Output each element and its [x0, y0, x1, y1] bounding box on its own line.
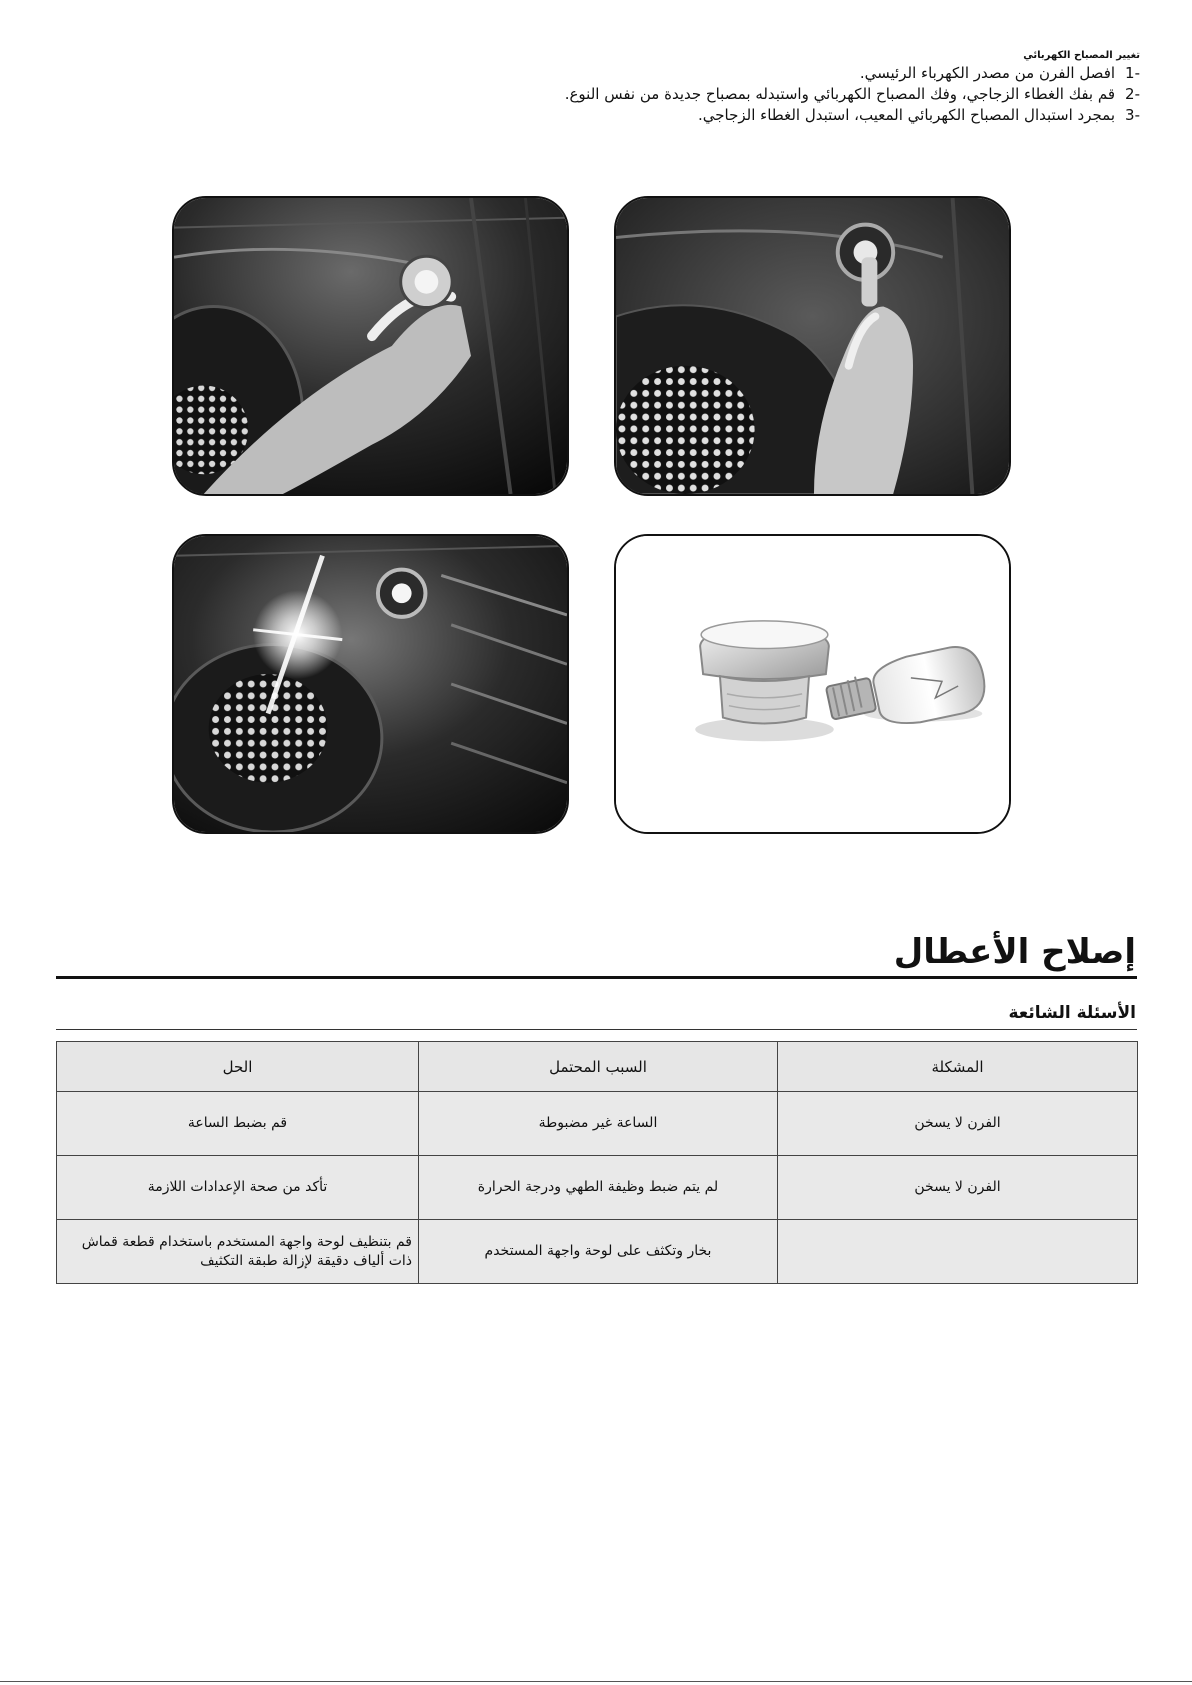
- bulb-replacement-instructions: [520, 50, 1140, 126]
- instruction-step: [520, 63, 1140, 84]
- header-solution: الحل: [57, 1042, 419, 1092]
- cell-solution: قم بتنظيف لوحة واجهة المستخدم باستخدام قطعة قماش ذات ألياف دقيقة لإزالة طبقة التكثيف: [57, 1220, 419, 1284]
- section-divider: [56, 976, 1137, 979]
- step-number: -1: [1125, 64, 1140, 82]
- step-number: -3: [1125, 106, 1140, 124]
- step-text: بمجرد استبدال المصباح الكهربائي المعيب، استبدل الغطاء الزجاجي.: [698, 106, 1116, 124]
- cell-problem: الفرن لا يسخن: [778, 1156, 1138, 1220]
- photo-lamp-lit: [172, 534, 569, 834]
- step-text: افصل الفرن من مصدر الكهرباء الرئيسي.: [859, 64, 1116, 82]
- table-header-row: [57, 1042, 1138, 1092]
- cell-cause: بخار وتكثف على لوحة واجهة المستخدم: [419, 1220, 778, 1284]
- page-bottom-rule: [0, 1681, 1192, 1682]
- cell-cause: الساعة غير مضبوطة: [419, 1092, 778, 1156]
- header-cause: السبب المحتمل: [419, 1042, 778, 1092]
- instruction-step: [520, 105, 1140, 126]
- photo-remove-glass-cover: [172, 196, 569, 496]
- table-row: [57, 1220, 1138, 1284]
- cell-cause: لم يتم ضبط وظيفة الطهي ودرجة الحرارة: [419, 1156, 778, 1220]
- cell-solution: تأكد من صحة الإعدادات اللازمة: [57, 1156, 419, 1220]
- instructions-title: تغيير المصباح الكهربائي: [1023, 50, 1140, 61]
- photo-remove-bulb: [614, 196, 1011, 496]
- table-row: [57, 1092, 1138, 1156]
- troubleshooting-title: إصلاح الأعطال: [893, 932, 1136, 972]
- cell-problem: [778, 1220, 1138, 1284]
- faq-subtitle: الأسئلة الشائعة: [1008, 1003, 1136, 1023]
- instruction-step: [520, 84, 1140, 105]
- header-problem: المشكلة: [778, 1042, 1138, 1092]
- cell-problem: الفرن لا يسخن: [778, 1092, 1138, 1156]
- faq-table: [56, 1041, 1138, 1284]
- subsection-divider: [56, 1029, 1137, 1030]
- step-text: قم بفك الغطاء الزجاجي، وفك المصباح الكهربائي واستبدله بمصباح جديدة من نفس النوع.: [564, 85, 1116, 103]
- photo-glass-cover-and-bulb: [614, 534, 1011, 834]
- table-row: [57, 1156, 1138, 1220]
- step-number: -2: [1125, 85, 1140, 103]
- cell-solution: قم بضبط الساعة: [57, 1092, 419, 1156]
